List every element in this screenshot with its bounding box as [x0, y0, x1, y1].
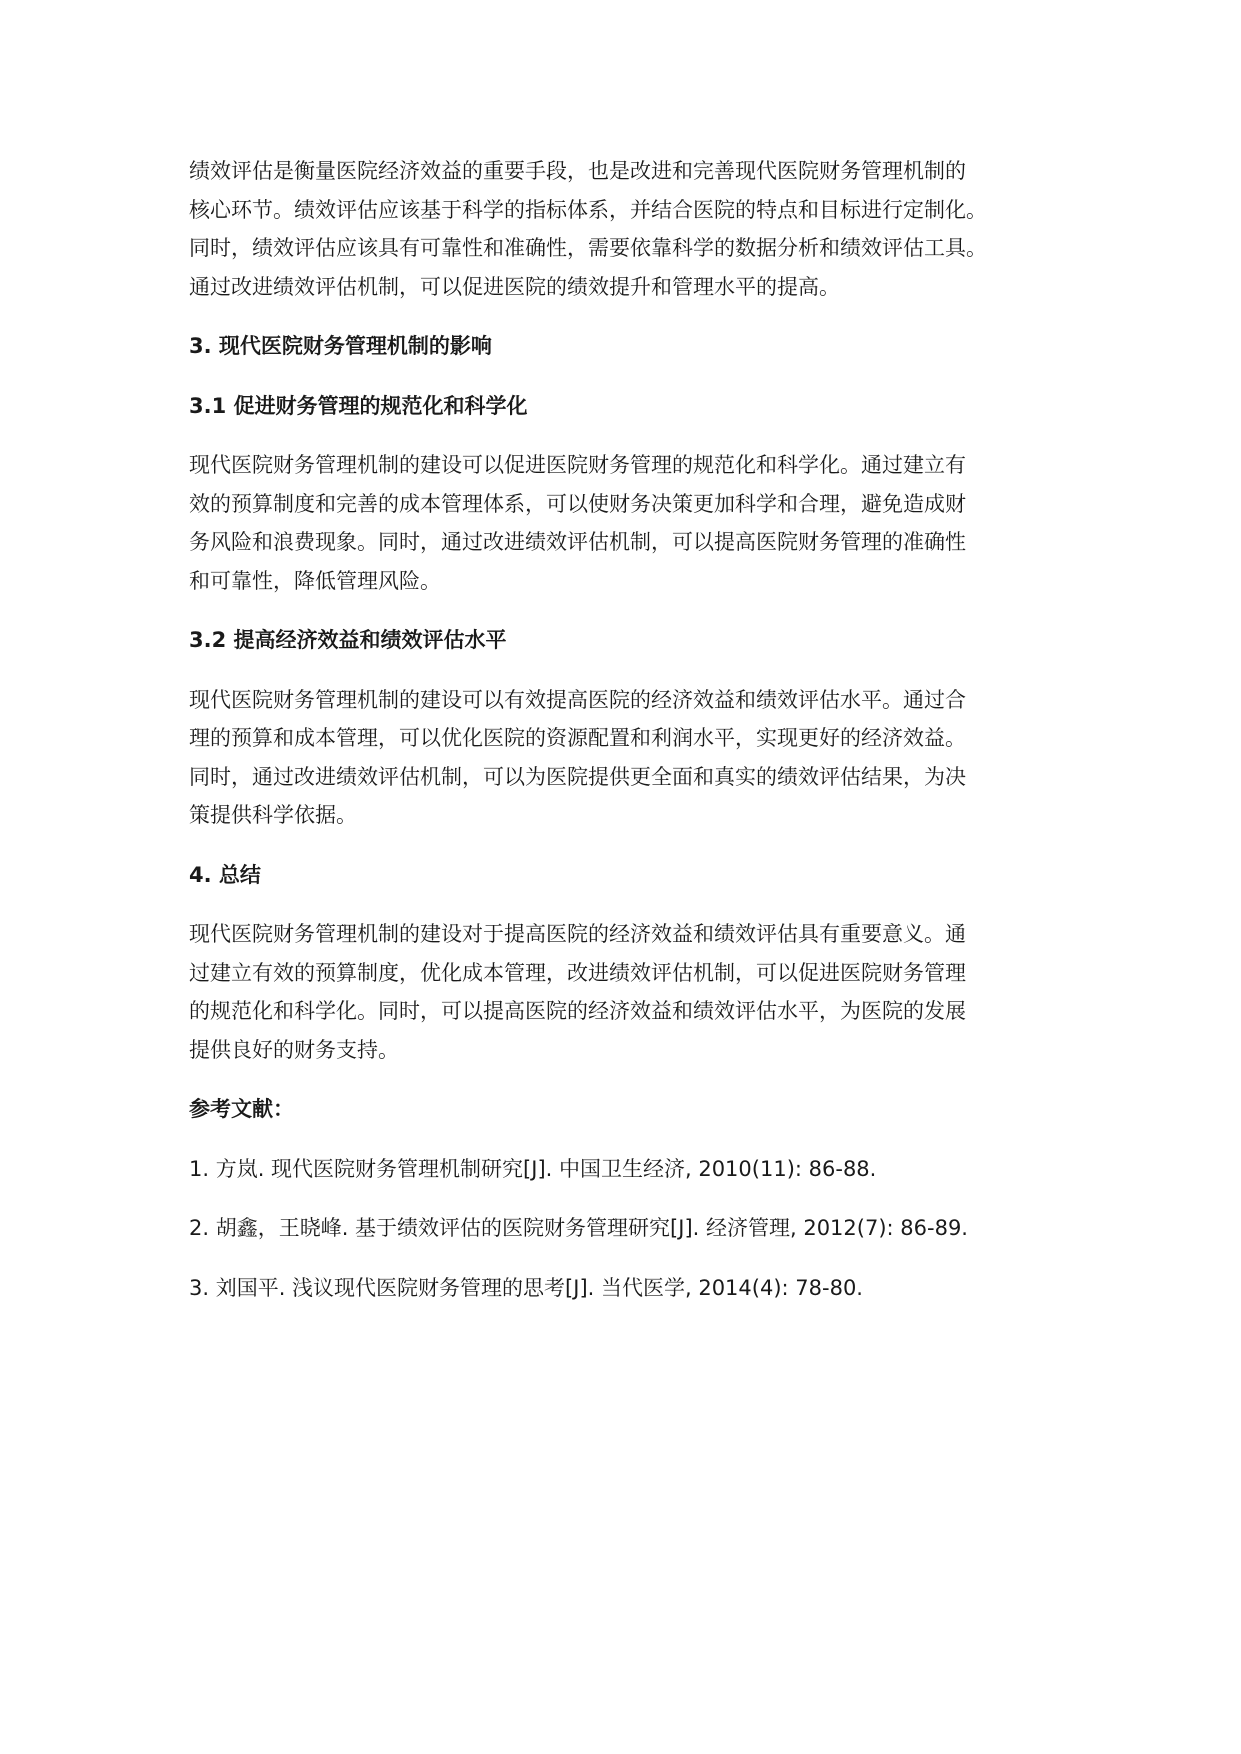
section-3-1-heading: 3.1 促进财务管理的规范化和科学化 — [189, 393, 528, 418]
text-line: 现代医院财务管理机制的建设可以有效提高医院的经济效益和绩效评估水平。通过合 — [189, 687, 966, 712]
paragraph-summary — [189, 915, 1069, 1069]
paragraph-economic-benefit — [189, 681, 1069, 835]
text-line: 提供良好的财务支持。 — [189, 1037, 399, 1062]
text-line: 策提供科学依据。 — [189, 803, 357, 827]
text-line: 和可靠性，降低管理风险。 — [189, 568, 441, 593]
text-line: 通过改进绩效评估机制，可以促进医院的绩效提升和管理水平的提高。 — [189, 274, 840, 299]
text-line: 务风险和浪费现象。同时，通过改进绩效评估机制，可以提高医院财务管理的准确性 — [189, 530, 966, 554]
reference-item-2: 2. 胡鑫，王晓峰. 基于绩效评估的医院财务管理研究[J]. 经济管理, 2012(7): 86-89. — [189, 1216, 968, 1240]
text-line: 过建立有效的预算制度，优化成本管理，改进绩效评估机制，可以促进医院财务管理 — [189, 960, 966, 985]
section-3-2-heading: 3.2 提高经济效益和绩效评估水平 — [189, 628, 507, 652]
paragraph-standardization — [189, 446, 1069, 600]
section-3-heading: 3. 现代医院财务管理机制的影响 — [189, 334, 492, 358]
text-line: 同时，绩效评估应该具有可靠性和准确性，需要依靠科学的数据分析和绩效评估工具。 — [189, 236, 987, 260]
text-line: 核心环节。绩效评估应该基于科学的指标体系，并结合医院的特点和目标进行定制化。 — [189, 197, 987, 222]
text-line: 效的预算制度和完善的成本管理体系，可以使财务决策更加科学和合理，避免造成财 — [189, 491, 966, 516]
reference-item-3: 3. 刘国平. 浅议现代医院财务管理的思考[J]. 当代医学, 2014(4): 78-80. — [189, 1275, 863, 1300]
reference-item-1: 1. 方岚. 现代医院财务管理机制研究[J]. 中国卫生经济, 2010(11): 86-88. — [189, 1156, 877, 1181]
references-heading: 参考文献： — [189, 1097, 294, 1121]
paragraph-performance-evaluation — [189, 152, 1069, 306]
text-line: 现代医院财务管理机制的建设可以促进医院财务管理的规范化和科学化。通过建立有 — [189, 453, 966, 477]
text-line: 绩效评估是衡量医院经济效益的重要手段，也是改进和完善现代医院财务管理机制的 — [189, 159, 966, 183]
text-line: 理的预算和成本管理，可以优化医院的资源配置和利润水平，实现更好的经济效益。 — [189, 726, 966, 750]
text-line: 现代医院财务管理机制的建设对于提高医院的经济效益和绩效评估具有重要意义。通 — [189, 922, 966, 946]
document-body — [189, 152, 1069, 1307]
text-line: 的规范化和科学化。同时，可以提高医院的经济效益和绩效评估水平，为医院的发展 — [189, 999, 966, 1023]
section-4-heading: 4. 总结 — [189, 862, 261, 887]
text-line: 同时，通过改进绩效评估机制，可以为医院提供更全面和真实的绩效评估结果，为决 — [189, 764, 966, 789]
